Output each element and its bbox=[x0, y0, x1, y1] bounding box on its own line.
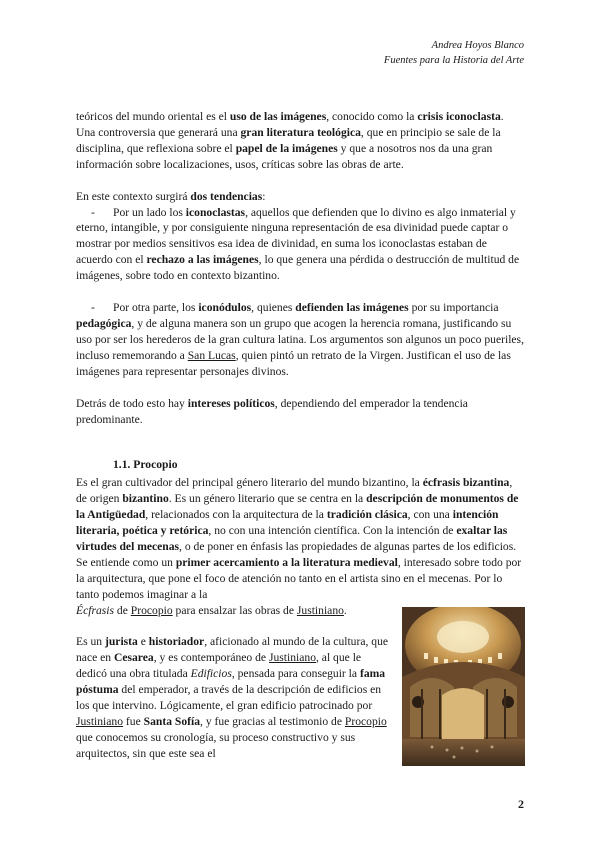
bold-term: bizantino bbox=[122, 492, 169, 506]
bold-term: iconoclastas bbox=[185, 205, 246, 219]
text-run: de bbox=[114, 603, 131, 617]
text-run: , interesado sobre todo por la arquitectura, que pone el foco de atención no tanto en el artista sino en el mecenas. Por lo tanto podemos imaginar a la bbox=[76, 555, 522, 601]
bold-term: papel de la imágenes bbox=[235, 141, 338, 155]
text-run: para ensalzar las obras de bbox=[172, 603, 297, 617]
underlined-name: San Lucas bbox=[187, 348, 236, 362]
underlined-name: Procopio bbox=[344, 715, 387, 728]
text-run: teóricos del mundo oriental es el bbox=[76, 110, 230, 123]
page-number: 2 bbox=[518, 797, 524, 811]
bold-term: defienden las imágenes bbox=[295, 301, 409, 315]
text-run: , con una bbox=[407, 508, 453, 522]
bold-term: uso de las imágenes bbox=[229, 110, 327, 123]
bold-term: rechazo a las imágenes bbox=[146, 253, 259, 267]
text-run: , pensada para conseguir la bbox=[231, 667, 360, 681]
bold-term: Santa Sofía bbox=[143, 715, 201, 728]
paragraph-political-interests bbox=[76, 396, 524, 428]
text-run: , relacionados con la arquitectura de la bbox=[145, 508, 327, 522]
text-run: , de origen bbox=[76, 476, 513, 506]
bold-term: intención literaria, poética y retórica bbox=[76, 508, 499, 538]
text-run: , lo que genera una pérdida o destrucción de multitud de imágenes, sobre todo en contexto bizantino. bbox=[76, 253, 520, 283]
bold-term: primer acercamiento a la literatura medieval bbox=[175, 555, 398, 569]
text-run: , aficionado al mundo de la cultura, que nace en bbox=[76, 635, 389, 665]
underlined-name: Justiniano bbox=[76, 715, 124, 728]
bold-term: jurista bbox=[104, 635, 138, 649]
text-run: , y es contemporáneo de bbox=[153, 651, 269, 665]
text-run: , quienes bbox=[251, 301, 296, 315]
paragraph-iconoclast-crisis bbox=[76, 109, 524, 173]
underlined-name: Justiniano bbox=[268, 651, 316, 665]
bold-term: gran literatura teológica bbox=[240, 125, 361, 139]
bold-term: écfrasis bizantina bbox=[422, 476, 510, 490]
text-run: . Es un género literario que se centra en la bbox=[168, 492, 367, 506]
bold-term: Cesarea bbox=[113, 651, 154, 665]
bold-term: pedagógica bbox=[76, 316, 132, 330]
bold-term: descripción de monumentos de la Antigüedad bbox=[76, 492, 519, 522]
text-run: Por un lado los bbox=[113, 205, 186, 219]
page-header bbox=[384, 38, 524, 68]
paragraph-jurista bbox=[76, 634, 394, 761]
header-author: Andrea Hoyos Blanco bbox=[431, 40, 524, 51]
text-run: fue bbox=[123, 715, 144, 728]
bold-term: intereses políticos bbox=[187, 396, 275, 410]
hagia-sophia-interior-photo bbox=[402, 607, 525, 766]
text-run: , quien pintó un retrato de la Virgen. Justifican el uso de las imágenes para representar personajes divinos. bbox=[76, 348, 511, 378]
text-run: , aquellos que defienden que lo divino es algo inmaterial y eterno, intangible, y por consiguiente ninguna representación de esa divinidad puede captar o mostrar por medios sensitivos esa idea de divinidad, en suma los iconoclastas estaban de acuerdo con el bbox=[76, 205, 516, 267]
text-run: por su importancia bbox=[408, 301, 499, 315]
bold-term: crisis iconoclasta bbox=[417, 110, 501, 123]
text-run: . bbox=[343, 603, 347, 617]
text-run: del emperador, a través de la descripción de edificios en los que intervino. Lógicamente, el gran edificio patrocinado por bbox=[76, 683, 382, 713]
bold-term: tradición clásica bbox=[326, 508, 408, 522]
list-item-iconoclastas bbox=[76, 205, 524, 285]
header-subtitle: Fuentes para la Historia del Arte bbox=[383, 55, 524, 66]
text-run: que conocemos su cronología, su proceso constructivo y sus arquitectos, sin que este sea el bbox=[76, 730, 356, 760]
section-heading-procopio: 1.1. Procopio bbox=[113, 458, 178, 472]
text-run: En este contexto surgirá bbox=[76, 189, 191, 203]
text-run: , dependiendo del emperador la tendencia predominante. bbox=[76, 396, 468, 426]
text-run: , o de poner en énfasis las propiedades de algunas partes de los edificios. Se entiende como un bbox=[76, 539, 517, 569]
italic-term: Edificios bbox=[190, 667, 232, 681]
text-run: Es el gran cultivador del principal género literario del mundo bizantino, la bbox=[76, 476, 423, 490]
text-run: Por otra parte, los bbox=[113, 301, 199, 315]
text-run: , conocido como la bbox=[326, 110, 418, 123]
text-run: , y fue gracias al testimonio de bbox=[200, 715, 345, 728]
bold-term: iconódulos bbox=[198, 301, 252, 315]
bold-term: fama póstuma bbox=[76, 667, 386, 697]
bold-term: exaltar las virtudes del mecenas bbox=[76, 524, 508, 553]
italic-term: Écfrasis bbox=[76, 603, 115, 617]
text-run: , que en principio se sale de la disciplina, que reflexiona sobre el bbox=[76, 125, 501, 155]
text-run: , y de alguna manera son un grupo que acogen la herencia romana, justificando su uso por ser los herederos de la gran cultura latina. Los argumentos son algunos un poco pueriles, incluso rememorando a bbox=[76, 316, 524, 362]
text-run: y que a nosotros nos da una gran información sobre localizaciones, usos, críticas sobre las obras de arte. bbox=[76, 141, 493, 171]
list-item-iconodulos bbox=[76, 300, 524, 380]
text-run: . Una controversia que generará una bbox=[76, 110, 504, 139]
list-marker: - bbox=[91, 205, 95, 219]
list-item-text bbox=[76, 301, 524, 378]
underlined-name: Procopio bbox=[130, 603, 173, 617]
text-run: Es un bbox=[76, 635, 105, 649]
list-marker: - bbox=[91, 301, 95, 315]
text-run: , no con una intención científica. Con la intención de bbox=[208, 524, 457, 538]
text-run: : bbox=[262, 189, 266, 203]
list-item-text bbox=[76, 206, 519, 283]
paragraph-two-tendencies bbox=[76, 189, 524, 205]
bold-term: historiador bbox=[148, 635, 205, 649]
paragraph-ecfrasis bbox=[76, 475, 524, 602]
underlined-name: Justiniano bbox=[296, 603, 344, 617]
bold-term: dos tendencias bbox=[190, 189, 263, 203]
text-run: , al que le dedicó una obra titulada bbox=[76, 651, 362, 681]
text-run: e bbox=[137, 635, 149, 649]
text-run: Detrás de todo esto hay bbox=[76, 396, 188, 410]
